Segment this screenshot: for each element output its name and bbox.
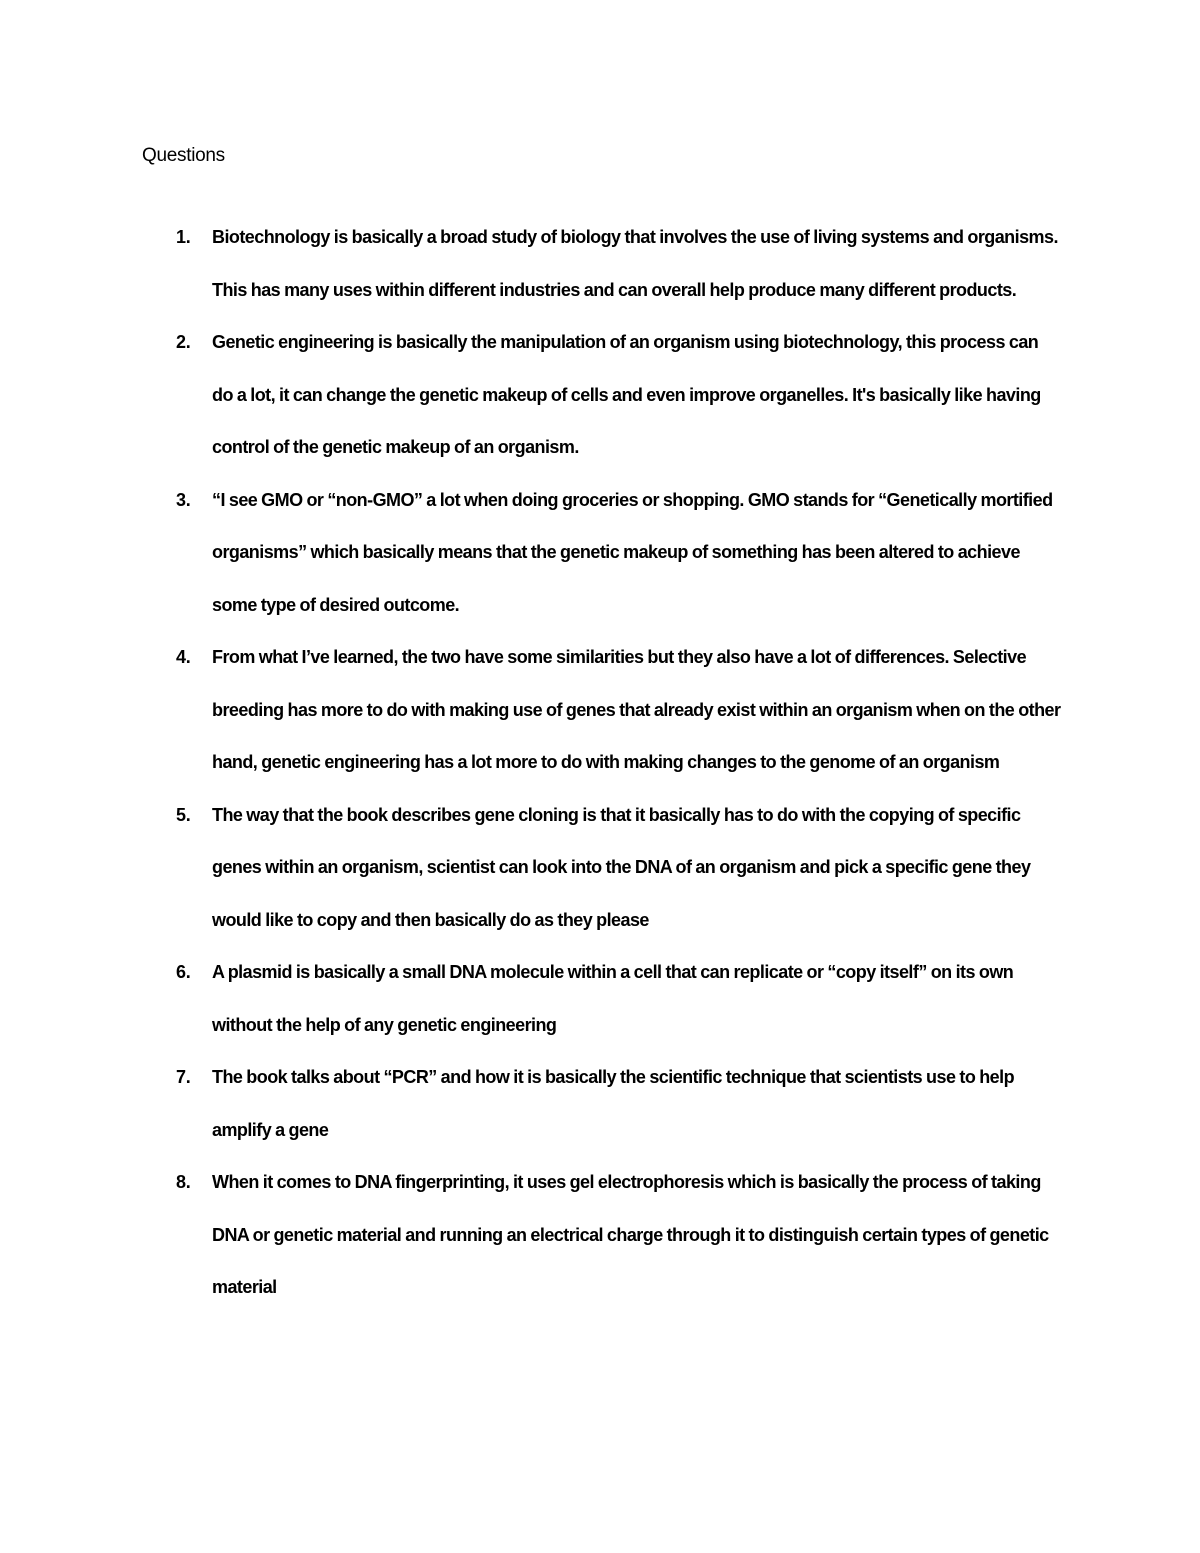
answer-text: “I see GMO or “non-GMO” a lot when doing groceries or shopping. GMO stands for “Genetically mortified organisms” which basically means that the genetic makeup of something has been altered to achieve some type of desired outcome.	[212, 489, 1053, 615]
answer-number: 4.	[176, 647, 191, 667]
answer-item-8	[0, 1156, 1200, 1314]
answer-text: The book talks about “PCR” and how it is basically the scientific technique that scientists use to help amplify a gene	[212, 1067, 1015, 1140]
answer-number: 1.	[176, 227, 191, 247]
answer-item-6	[0, 946, 1200, 1051]
answer-text: When it comes to DNA fingerprinting, it uses gel electrophoresis which is basically the process of taking DNA or genetic material and running an electrical charge through it to distinguish certain types of genetic material	[212, 1172, 1049, 1297]
answer-text: The way that the book describes gene cloning is that it basically has to do with the copying of specific genes within an organism, scientist can look into the DNA of an organism and pick a specific gene they would like to copy and then basically do as they please	[212, 804, 1031, 930]
answer-text: Biotechnology is basically a broad study of biology that involves the use of living systems and organisms. This has many uses within different industries and can overall help produce many different products.	[212, 227, 1058, 300]
answer-number: 8.	[176, 1172, 191, 1192]
answer-number: 5.	[176, 804, 191, 825]
answer-item-7	[0, 1051, 1200, 1156]
answer-list	[0, 211, 1200, 1314]
answer-number: 6.	[176, 962, 191, 982]
answer-number: 7.	[176, 1067, 191, 1087]
answer-item-2	[0, 316, 1200, 474]
answer-number: 2.	[176, 332, 191, 352]
answer-item-4	[0, 631, 1200, 789]
answer-item-5	[0, 789, 1200, 947]
answer-number: 3.	[176, 489, 191, 510]
document-heading: Questions	[142, 145, 225, 166]
answer-text: A plasmid is basically a small DNA molecule within a cell that can replicate or “copy itself” on its own without the help of any genetic engineering	[212, 962, 1014, 1035]
answer-text: From what I’ve learned, the two have some similarities but they also have a lot of differences. Selective breeding has more to do with making use of genes that already exist within an organism when on the other hand, genetic engineering has a lot more to do with making changes to the genome of an organism	[212, 647, 1061, 772]
answer-item-3	[0, 474, 1200, 632]
answer-text: Genetic engineering is basically the manipulation of an organism using biotechnology, this process can do a lot, it can change the genetic makeup of cells and even improve organelles. It's basically like having control of the genetic makeup of an organism.	[212, 332, 1041, 457]
answer-item-1	[0, 211, 1200, 316]
